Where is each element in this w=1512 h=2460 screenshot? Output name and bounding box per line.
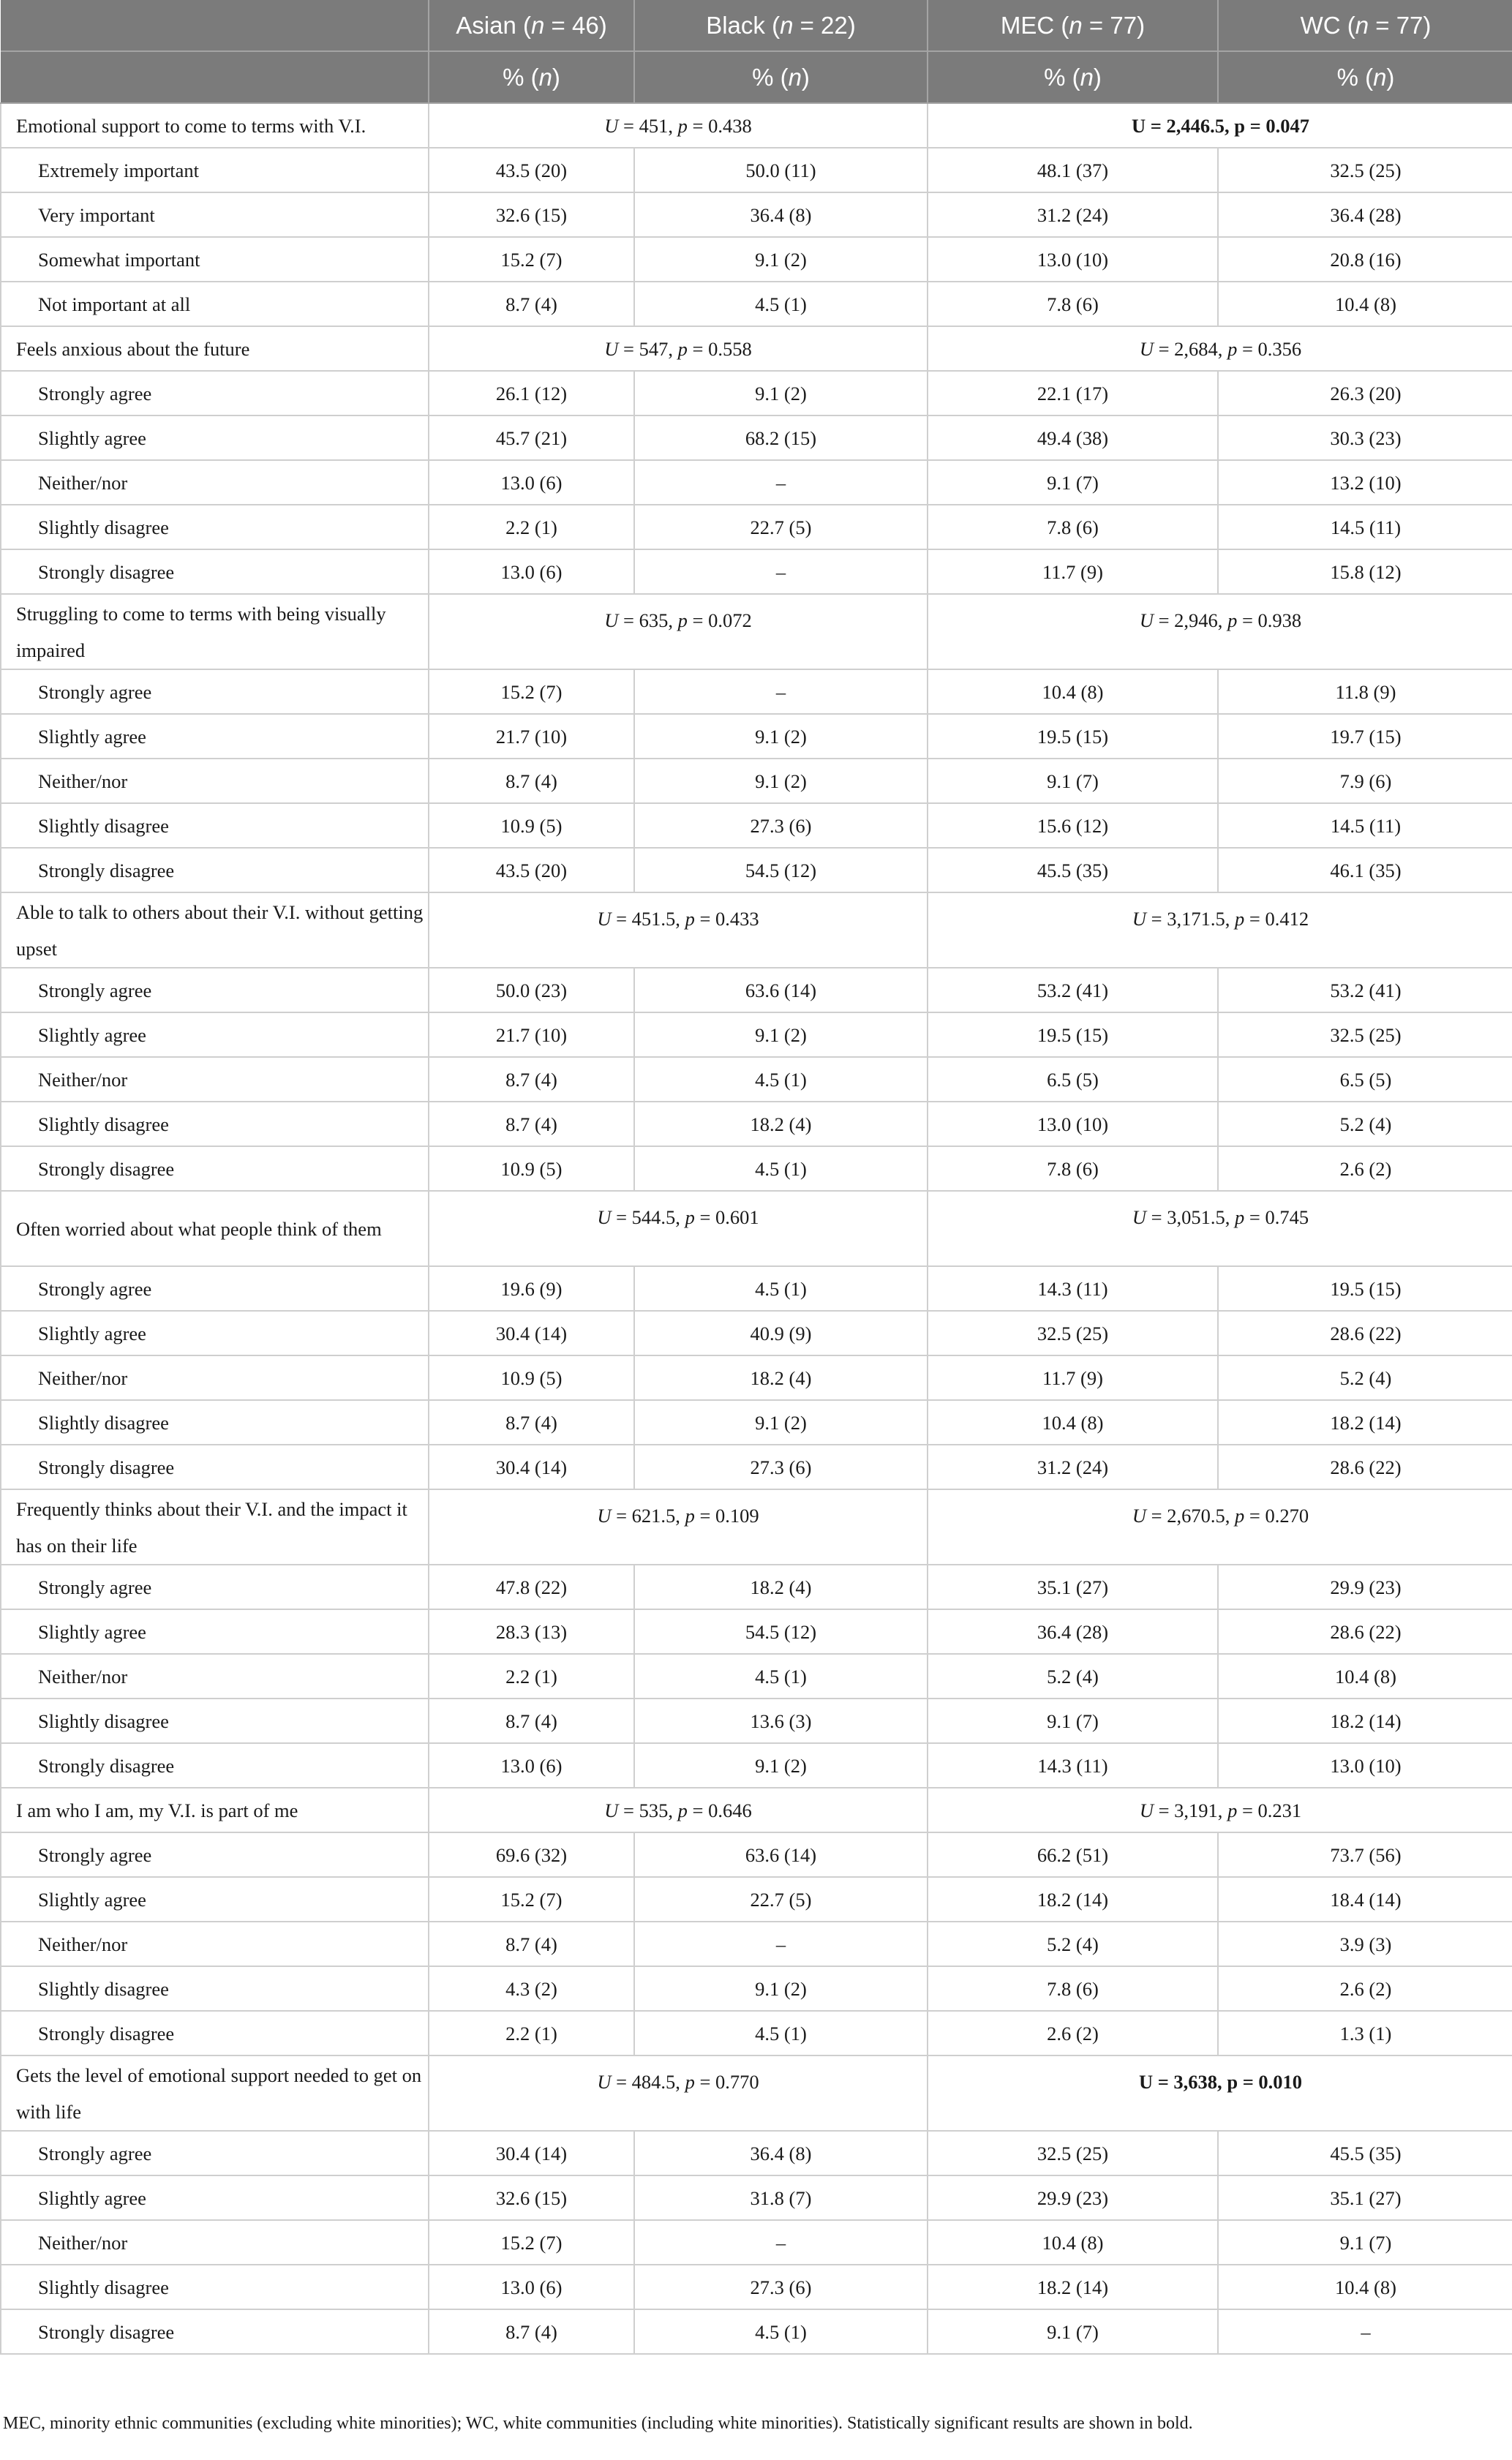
value-wc: 19.7 (15)	[1218, 714, 1512, 759]
table-row	[1, 1355, 1512, 1400]
value-mec: 7.8 (6)	[928, 1146, 1218, 1191]
value-wc: 28.6 (22)	[1218, 1609, 1512, 1654]
value-wc: 30.3 (23)	[1218, 415, 1512, 460]
table-row	[1, 415, 1512, 460]
value-mec: 36.4 (28)	[928, 1609, 1218, 1654]
value-asian: 10.9 (5)	[429, 1355, 634, 1400]
response-label: Strongly disagree	[1, 1743, 429, 1788]
table-row	[1, 549, 1512, 594]
value-black: –	[634, 549, 928, 594]
value-asian: 26.1 (12)	[429, 371, 634, 415]
response-label: Somewhat important	[1, 237, 429, 282]
value-asian: 13.0 (6)	[429, 549, 634, 594]
value-wc: 15.8 (12)	[1218, 549, 1512, 594]
value-black: 50.0 (11)	[634, 148, 928, 192]
table-row	[1, 848, 1512, 892]
value-black: 18.2 (4)	[634, 1355, 928, 1400]
table-row	[1, 505, 1512, 549]
value-asian: 8.7 (4)	[429, 2309, 634, 2354]
value-wc: 28.6 (22)	[1218, 1445, 1512, 1489]
value-mec: 18.2 (14)	[928, 2265, 1218, 2309]
statistic-asian-vs-black: U = 451.5, p = 0.433	[429, 892, 928, 968]
response-label: Strongly agree	[1, 669, 429, 714]
response-label: Neither/nor	[1, 1355, 429, 1400]
value-mec: 32.5 (25)	[928, 1311, 1218, 1355]
value-mec: 14.3 (11)	[928, 1743, 1218, 1788]
value-mec: 19.5 (15)	[928, 714, 1218, 759]
response-label: Slightly agree	[1, 1877, 429, 1922]
value-wc: 10.4 (8)	[1218, 2265, 1512, 2309]
response-label: Strongly disagree	[1, 549, 429, 594]
value-asian: 32.6 (15)	[429, 192, 634, 237]
value-asian: 15.2 (7)	[429, 1877, 634, 1922]
table-row	[1, 2011, 1512, 2055]
value-wc: –	[1218, 2309, 1512, 2354]
value-mec: 53.2 (41)	[928, 968, 1218, 1012]
value-black: 68.2 (15)	[634, 415, 928, 460]
value-mec: 9.1 (7)	[928, 460, 1218, 505]
response-label: Strongly agree	[1, 371, 429, 415]
question-row	[1, 892, 1512, 968]
value-asian: 50.0 (23)	[429, 968, 634, 1012]
question-label: Struggling to come to terms with being visually impaired	[1, 594, 429, 669]
value-asian: 69.6 (32)	[429, 1832, 634, 1877]
question-label: Able to talk to others about their V.I. without getting upset	[1, 892, 429, 968]
table-row	[1, 1877, 1512, 1922]
response-label: Strongly agree	[1, 1832, 429, 1877]
table-row	[1, 1311, 1512, 1355]
response-label: Neither/nor	[1, 1922, 429, 1966]
value-mec: 7.8 (6)	[928, 282, 1218, 326]
value-wc: 13.2 (10)	[1218, 460, 1512, 505]
response-label: Neither/nor	[1, 460, 429, 505]
response-label: Slightly disagree	[1, 1102, 429, 1146]
value-wc: 45.5 (35)	[1218, 2131, 1512, 2175]
value-black: 31.8 (7)	[634, 2175, 928, 2220]
value-asian: 4.3 (2)	[429, 1966, 634, 2011]
value-wc: 36.4 (28)	[1218, 192, 1512, 237]
table-row	[1, 1146, 1512, 1191]
response-label: Strongly disagree	[1, 1445, 429, 1489]
value-black: 9.1 (2)	[634, 1966, 928, 2011]
value-mec: 9.1 (7)	[928, 1699, 1218, 1743]
header-unit: % (n)	[634, 51, 928, 103]
value-mec: 9.1 (7)	[928, 759, 1218, 803]
statistic-mec-vs-wc: U = 2,946, p = 0.938	[928, 594, 1512, 669]
value-black: 18.2 (4)	[634, 1565, 928, 1609]
value-mec: 6.5 (5)	[928, 1057, 1218, 1102]
value-wc: 10.4 (8)	[1218, 1654, 1512, 1699]
value-mec: 15.6 (12)	[928, 803, 1218, 848]
header-unit: % (n)	[928, 51, 1218, 103]
response-label: Neither/nor	[1, 1654, 429, 1699]
value-black: 4.5 (1)	[634, 1057, 928, 1102]
question-row	[1, 103, 1512, 148]
value-wc: 11.8 (9)	[1218, 669, 1512, 714]
value-wc: 32.5 (25)	[1218, 1012, 1512, 1057]
value-wc: 18.4 (14)	[1218, 1877, 1512, 1922]
table-row	[1, 714, 1512, 759]
header-row-units	[1, 51, 1512, 103]
value-black: 9.1 (2)	[634, 1743, 928, 1788]
table-row	[1, 1743, 1512, 1788]
value-asian: 30.4 (14)	[429, 1311, 634, 1355]
table-row	[1, 669, 1512, 714]
header-wc: WC (n = 77)	[1218, 0, 1512, 51]
header-asian: Asian (n = 46)	[429, 0, 634, 51]
table-row	[1, 968, 1512, 1012]
value-mec: 19.5 (15)	[928, 1012, 1218, 1057]
value-asian: 2.2 (1)	[429, 2011, 634, 2055]
statistic-asian-vs-black: U = 451, p = 0.438	[429, 103, 928, 148]
header-empty-cell	[1, 51, 429, 103]
value-black: 4.5 (1)	[634, 1654, 928, 1699]
response-label: Slightly disagree	[1, 505, 429, 549]
value-black: 40.9 (9)	[634, 1311, 928, 1355]
table-row	[1, 759, 1512, 803]
value-wc: 2.6 (2)	[1218, 1966, 1512, 2011]
value-asian: 21.7 (10)	[429, 714, 634, 759]
response-label: Strongly agree	[1, 1266, 429, 1311]
response-label: Strongly disagree	[1, 1146, 429, 1191]
value-asian: 47.8 (22)	[429, 1565, 634, 1609]
value-asian: 32.6 (15)	[429, 2175, 634, 2220]
statistic-mec-vs-wc: U = 3,191, p = 0.231	[928, 1788, 1512, 1832]
statistic-asian-vs-black: U = 635, p = 0.072	[429, 594, 928, 669]
table-row	[1, 2175, 1512, 2220]
value-mec: 13.0 (10)	[928, 237, 1218, 282]
statistic-mec-vs-wc: U = 3,171.5, p = 0.412	[928, 892, 1512, 968]
value-black: 54.5 (12)	[634, 848, 928, 892]
value-mec: 14.3 (11)	[928, 1266, 1218, 1311]
value-wc: 9.1 (7)	[1218, 2220, 1512, 2265]
response-label: Slightly disagree	[1, 803, 429, 848]
table-row	[1, 1699, 1512, 1743]
statistic-asian-vs-black: U = 621.5, p = 0.109	[429, 1489, 928, 1565]
table-row	[1, 1609, 1512, 1654]
value-asian: 13.0 (6)	[429, 1743, 634, 1788]
statistic-asian-vs-black: U = 484.5, p = 0.770	[429, 2055, 928, 2131]
value-wc: 46.1 (35)	[1218, 848, 1512, 892]
value-asian: 43.5 (20)	[429, 848, 634, 892]
header-black: Black (n = 22)	[634, 0, 928, 51]
value-asian: 28.3 (13)	[429, 1609, 634, 1654]
value-black: 22.7 (5)	[634, 505, 928, 549]
response-label: Slightly disagree	[1, 1966, 429, 2011]
response-label: Strongly disagree	[1, 848, 429, 892]
response-label: Slightly disagree	[1, 1400, 429, 1445]
value-asian: 15.2 (7)	[429, 2220, 634, 2265]
value-wc: 14.5 (11)	[1218, 505, 1512, 549]
value-mec: 66.2 (51)	[928, 1832, 1218, 1877]
value-mec: 45.5 (35)	[928, 848, 1218, 892]
value-mec: 31.2 (24)	[928, 1445, 1218, 1489]
value-asian: 30.4 (14)	[429, 2131, 634, 2175]
table-row	[1, 1400, 1512, 1445]
value-mec: 31.2 (24)	[928, 192, 1218, 237]
table-row	[1, 2265, 1512, 2309]
value-mec: 9.1 (7)	[928, 2309, 1218, 2354]
response-label: Slightly disagree	[1, 1699, 429, 1743]
table-row	[1, 148, 1512, 192]
value-mec: 10.4 (8)	[928, 1400, 1218, 1445]
value-asian: 8.7 (4)	[429, 282, 634, 326]
value-wc: 5.2 (4)	[1218, 1102, 1512, 1146]
value-black: 22.7 (5)	[634, 1877, 928, 1922]
value-black: 9.1 (2)	[634, 1012, 928, 1057]
table-header	[1, 0, 1512, 103]
value-black: 63.6 (14)	[634, 1832, 928, 1877]
value-black: 9.1 (2)	[634, 371, 928, 415]
value-mec: 13.0 (10)	[928, 1102, 1218, 1146]
value-black: 4.5 (1)	[634, 2011, 928, 2055]
response-label: Slightly agree	[1, 1311, 429, 1355]
question-row	[1, 1489, 1512, 1565]
value-mec: 29.9 (23)	[928, 2175, 1218, 2220]
response-label: Strongly disagree	[1, 2011, 429, 2055]
question-label: I am who I am, my V.I. is part of me	[1, 1788, 429, 1832]
value-black: 36.4 (8)	[634, 192, 928, 237]
response-label: Slightly agree	[1, 1012, 429, 1057]
question-row	[1, 1788, 1512, 1832]
statistic-mec-vs-wc: U = 2,684, p = 0.356	[928, 326, 1512, 371]
header-unit: % (n)	[1218, 51, 1512, 103]
response-label: Strongly agree	[1, 968, 429, 1012]
value-mec: 7.8 (6)	[928, 505, 1218, 549]
value-wc: 3.9 (3)	[1218, 1922, 1512, 1966]
table-row	[1, 1966, 1512, 2011]
value-asian: 43.5 (20)	[429, 148, 634, 192]
value-mec: 49.4 (38)	[928, 415, 1218, 460]
value-mec: 11.7 (9)	[928, 549, 1218, 594]
response-label: Slightly agree	[1, 714, 429, 759]
value-wc: 73.7 (56)	[1218, 1832, 1512, 1877]
value-asian: 15.2 (7)	[429, 237, 634, 282]
question-label: Gets the level of emotional support needed to get on with life	[1, 2055, 429, 2131]
response-label: Slightly agree	[1, 1609, 429, 1654]
table-row	[1, 803, 1512, 848]
question-row	[1, 326, 1512, 371]
value-asian: 45.7 (21)	[429, 415, 634, 460]
value-wc: 5.2 (4)	[1218, 1355, 1512, 1400]
question-row	[1, 1191, 1512, 1266]
value-mec: 22.1 (17)	[928, 371, 1218, 415]
value-mec: 2.6 (2)	[928, 2011, 1218, 2055]
statistic-asian-vs-black: U = 547, p = 0.558	[429, 326, 928, 371]
value-mec: 7.8 (6)	[928, 1966, 1218, 2011]
question-label: Frequently thinks about their V.I. and the impact it has on their life	[1, 1489, 429, 1565]
value-wc: 26.3 (20)	[1218, 371, 1512, 415]
table-row	[1, 282, 1512, 326]
value-asian: 2.2 (1)	[429, 1654, 634, 1699]
value-asian: 8.7 (4)	[429, 1400, 634, 1445]
table-row	[1, 1266, 1512, 1311]
value-black: 27.3 (6)	[634, 1445, 928, 1489]
table-row	[1, 371, 1512, 415]
value-asian: 10.9 (5)	[429, 803, 634, 848]
table-row	[1, 2131, 1512, 2175]
response-label: Strongly agree	[1, 2131, 429, 2175]
response-label: Strongly disagree	[1, 2309, 429, 2354]
value-black: 27.3 (6)	[634, 2265, 928, 2309]
question-label: Emotional support to come to terms with V.I.	[1, 103, 429, 148]
value-asian: 8.7 (4)	[429, 1699, 634, 1743]
value-black: 9.1 (2)	[634, 1400, 928, 1445]
value-black: 13.6 (3)	[634, 1699, 928, 1743]
value-black: –	[634, 460, 928, 505]
value-wc: 53.2 (41)	[1218, 968, 1512, 1012]
table-row	[1, 2309, 1512, 2354]
value-asian: 8.7 (4)	[429, 1057, 634, 1102]
value-wc: 29.9 (23)	[1218, 1565, 1512, 1609]
value-wc: 19.5 (15)	[1218, 1266, 1512, 1311]
statistic-asian-vs-black: U = 535, p = 0.646	[429, 1788, 928, 1832]
value-black: 4.5 (1)	[634, 1146, 928, 1191]
statistic-mec-vs-wc: U = 2,670.5, p = 0.270	[928, 1489, 1512, 1565]
value-wc: 32.5 (25)	[1218, 148, 1512, 192]
table-row	[1, 1012, 1512, 1057]
statistic-mec-vs-wc: U = 2,446.5, p = 0.047	[928, 103, 1512, 148]
header-row-groups	[1, 0, 1512, 51]
question-row	[1, 594, 1512, 669]
table-row	[1, 1832, 1512, 1877]
value-black: –	[634, 1922, 928, 1966]
table-row	[1, 1445, 1512, 1489]
value-mec: 5.2 (4)	[928, 1922, 1218, 1966]
header-unit: % (n)	[429, 51, 634, 103]
value-asian: 8.7 (4)	[429, 759, 634, 803]
value-asian: 2.2 (1)	[429, 505, 634, 549]
value-asian: 30.4 (14)	[429, 1445, 634, 1489]
response-label: Neither/nor	[1, 759, 429, 803]
table-row	[1, 1654, 1512, 1699]
value-mec: 48.1 (37)	[928, 148, 1218, 192]
response-label: Very important	[1, 192, 429, 237]
value-wc: 18.2 (14)	[1218, 1699, 1512, 1743]
value-mec: 32.5 (25)	[928, 2131, 1218, 2175]
value-asian: 13.0 (6)	[429, 460, 634, 505]
response-label: Neither/nor	[1, 1057, 429, 1102]
table-row	[1, 192, 1512, 237]
value-wc: 10.4 (8)	[1218, 282, 1512, 326]
table-row	[1, 460, 1512, 505]
value-mec: 5.2 (4)	[928, 1654, 1218, 1699]
value-black: –	[634, 669, 928, 714]
table-row	[1, 2220, 1512, 2265]
question-label: Often worried about what people think of them	[1, 1191, 429, 1266]
value-wc: 6.5 (5)	[1218, 1057, 1512, 1102]
statistic-asian-vs-black: U = 544.5, p = 0.601	[429, 1191, 928, 1266]
value-asian: 19.6 (9)	[429, 1266, 634, 1311]
response-label: Slightly agree	[1, 2175, 429, 2220]
value-black: –	[634, 2220, 928, 2265]
response-label: Strongly agree	[1, 1565, 429, 1609]
value-mec: 18.2 (14)	[928, 1877, 1218, 1922]
table-row	[1, 1922, 1512, 1966]
value-black: 4.5 (1)	[634, 1266, 928, 1311]
value-black: 27.3 (6)	[634, 803, 928, 848]
table-body	[1, 103, 1512, 2354]
value-wc: 28.6 (22)	[1218, 1311, 1512, 1355]
value-wc: 2.6 (2)	[1218, 1146, 1512, 1191]
value-asian: 8.7 (4)	[429, 1922, 634, 1966]
response-label: Neither/nor	[1, 2220, 429, 2265]
response-label: Slightly agree	[1, 415, 429, 460]
value-asian: 15.2 (7)	[429, 669, 634, 714]
value-mec: 10.4 (8)	[928, 2220, 1218, 2265]
table-row	[1, 1102, 1512, 1146]
value-black: 63.6 (14)	[634, 968, 928, 1012]
question-label: Feels anxious about the future	[1, 326, 429, 371]
value-black: 36.4 (8)	[634, 2131, 928, 2175]
value-asian: 8.7 (4)	[429, 1102, 634, 1146]
table-footnote: MEC, minority ethnic communities (excluding white minorities); WC, white communities (including white minorities). Statistically significant results are shown in bold.	[3, 2414, 1193, 2433]
statistic-mec-vs-wc: U = 3,638, p = 0.010	[928, 2055, 1512, 2131]
value-wc: 7.9 (6)	[1218, 759, 1512, 803]
value-black: 4.5 (1)	[634, 2309, 928, 2354]
table-row	[1, 237, 1512, 282]
value-asian: 21.7 (10)	[429, 1012, 634, 1057]
question-row	[1, 2055, 1512, 2131]
value-wc: 14.5 (11)	[1218, 803, 1512, 848]
value-mec: 35.1 (27)	[928, 1565, 1218, 1609]
value-black: 9.1 (2)	[634, 759, 928, 803]
response-label: Extremely important	[1, 148, 429, 192]
response-label: Not important at all	[1, 282, 429, 326]
value-black: 4.5 (1)	[634, 282, 928, 326]
value-wc: 35.1 (27)	[1218, 2175, 1512, 2220]
value-black: 9.1 (2)	[634, 237, 928, 282]
value-asian: 10.9 (5)	[429, 1146, 634, 1191]
value-black: 54.5 (12)	[634, 1609, 928, 1654]
value-black: 18.2 (4)	[634, 1102, 928, 1146]
value-asian: 13.0 (6)	[429, 2265, 634, 2309]
table-row	[1, 1565, 1512, 1609]
value-wc: 13.0 (10)	[1218, 1743, 1512, 1788]
value-mec: 10.4 (8)	[928, 669, 1218, 714]
value-black: 9.1 (2)	[634, 714, 928, 759]
header-empty-cell	[1, 0, 429, 51]
table-row	[1, 1057, 1512, 1102]
value-wc: 18.2 (14)	[1218, 1400, 1512, 1445]
value-mec: 11.7 (9)	[928, 1355, 1218, 1400]
header-mec: MEC (n = 77)	[928, 0, 1218, 51]
statistic-mec-vs-wc: U = 3,051.5, p = 0.745	[928, 1191, 1512, 1266]
value-wc: 1.3 (1)	[1218, 2011, 1512, 2055]
response-label: Slightly disagree	[1, 2265, 429, 2309]
value-wc: 20.8 (16)	[1218, 237, 1512, 282]
